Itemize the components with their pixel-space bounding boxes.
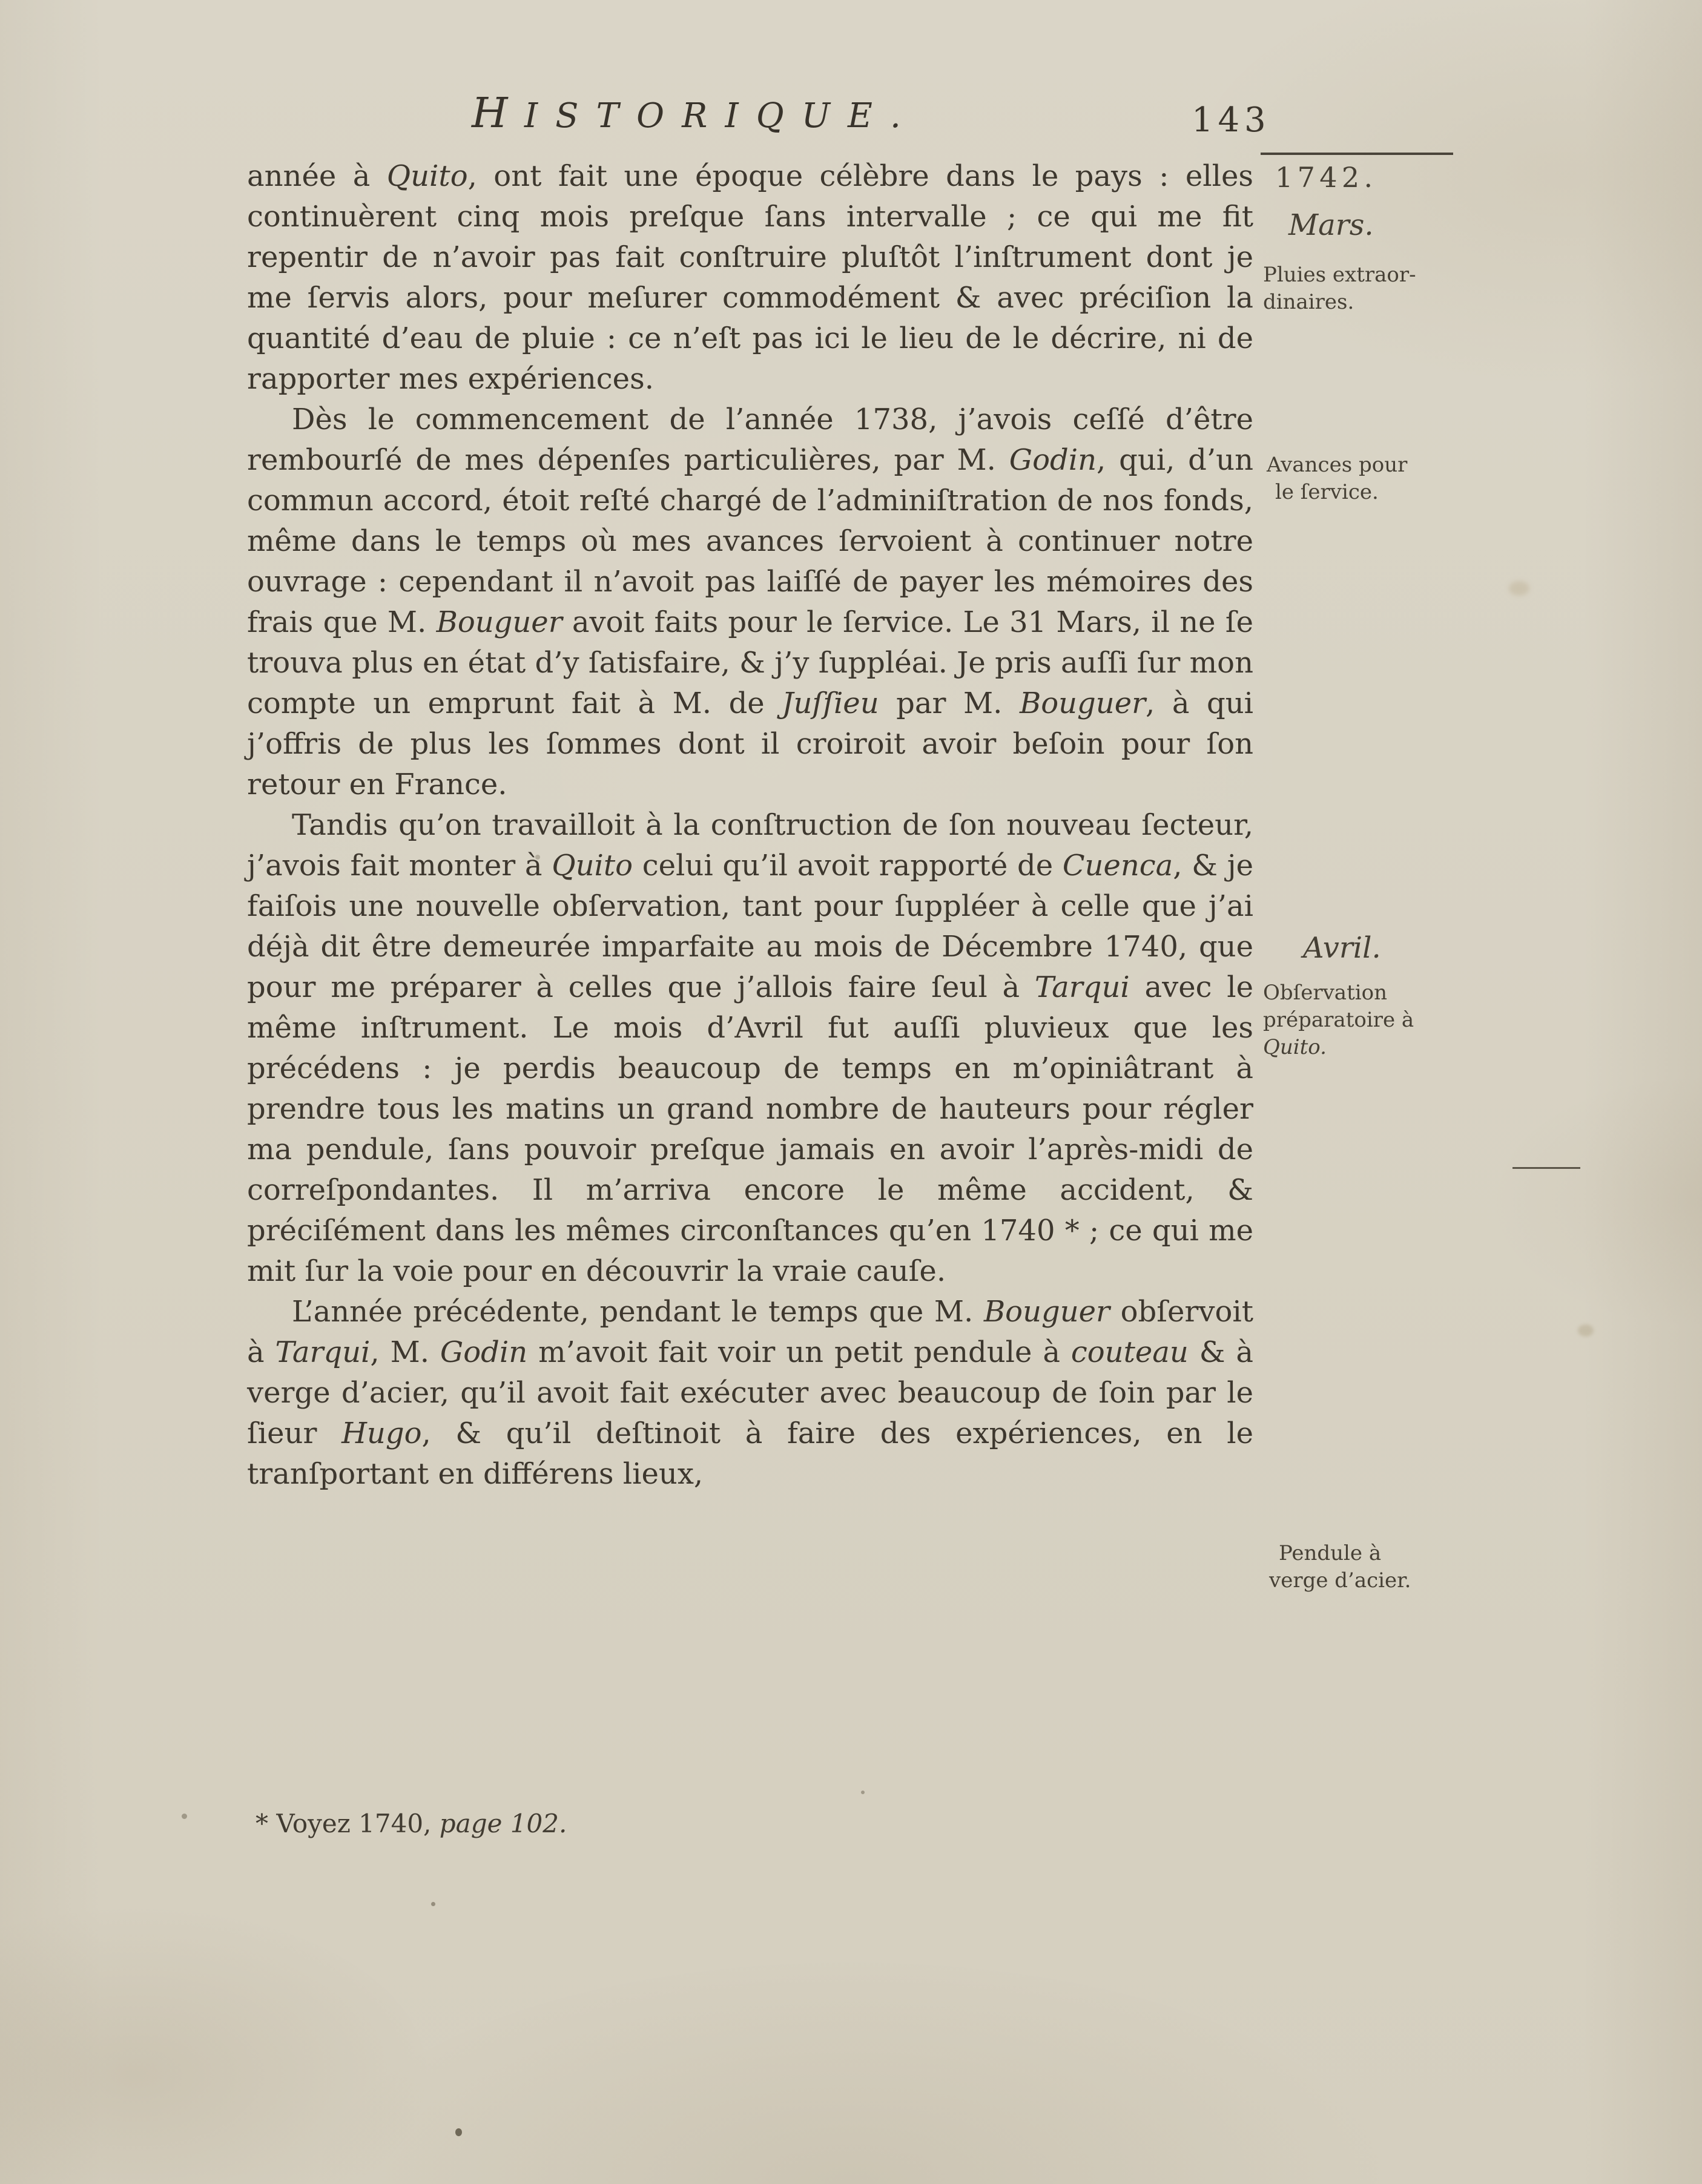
- margin-note-line: le ſervice.: [1275, 480, 1379, 504]
- text-segment: Hugo: [341, 1416, 422, 1450]
- text-segment: celui qu’il avoit rapporté de: [633, 849, 1063, 883]
- margin-note-line: Avances pour: [1267, 453, 1408, 477]
- margin-note-line: préparatoire à: [1263, 1008, 1414, 1032]
- margin-note-pendulum: [1269, 1540, 1411, 1594]
- text-segment: Quito: [552, 849, 633, 883]
- text-segment: Bouguer: [1019, 686, 1146, 720]
- paper-speck: [861, 1791, 865, 1794]
- running-head: [247, 90, 1143, 137]
- paragraph-2: [247, 400, 1253, 805]
- text-segment: Tarqui: [275, 1335, 371, 1369]
- paper-speck: [455, 2128, 462, 2136]
- footnote: [256, 1809, 1103, 1838]
- text-segment: obſervoit à: [247, 1295, 1253, 1369]
- text-segment: , M.: [370, 1335, 440, 1369]
- text-segment: Quito: [386, 159, 468, 193]
- text-segment: Bouguer: [436, 605, 562, 639]
- text-segment: , & je faiſois une nouvelle obſervation, tant pour ſuppléer à celle que j’ai déjà dit être demeurée imparfaite au mois de Décembre 1740, que pour me préparer à celles que j’allois faire ſeul à: [247, 849, 1253, 1004]
- margin-note-year: 1742.: [1275, 161, 1377, 194]
- text-segment: , ont fait une époque célèbre dans le pays : elles continuèrent cinq mois preſque ſans intervalle ; ce qui me fit repentir de n’avoir pas fait conſtruire pluſtôt l’inſtrument dont je me ſervis alors, pour meſurer commodément & avec préciſion la quantité d’eau de pluie : ce n’eſt pas ici le lieu de le décrire, ni de rapporter mes expériences.: [247, 159, 1253, 396]
- text-segment: Tarqui: [1034, 970, 1130, 1004]
- paragraph-4: [247, 1292, 1253, 1495]
- margin-rule-top: [1261, 153, 1453, 155]
- text-segment: Bouguer: [983, 1295, 1110, 1329]
- text-segment: Cuenca: [1062, 849, 1173, 883]
- paragraph-3: [247, 805, 1253, 1292]
- margin-dash: [1512, 1167, 1580, 1169]
- text-segment: avoit faits pour le ſervice. Le 31 Mars, il ne ſe trouva plus en état d’y ſatisfaire, & j’y ſuppléai. Je pris auſſi ſur mon compte un emprunt fait à M. de: [247, 605, 1253, 720]
- page-number: 143: [1192, 100, 1271, 140]
- text-segment: couteau: [1070, 1335, 1189, 1369]
- margin-note-line: Pluies extraor-: [1263, 263, 1416, 287]
- text-segment: Dès le commencement de l’année 1738, j’avois ceſſé d’être rembourſé de mes dépenſes particulières, par M.: [247, 403, 1253, 477]
- page-heading: HISTORIQUE.: [472, 90, 919, 137]
- paragraph-1: [247, 156, 1253, 400]
- text-segment: * Voyez 1740,: [256, 1809, 440, 1838]
- main-text-column: [247, 156, 1253, 1495]
- paper-stain: [1578, 1324, 1594, 1337]
- margin-note-line: verge d’acier.: [1269, 1568, 1411, 1593]
- text-segment: avec le même inſtrument. Le mois d’Avril fut auſſi pluvieux que les précédens : je perdis beaucoup de temps en m’opiniâtrant à prendre tous les matins un grand nombre de hauteurs pour régler ma pendule, ſans pouvoir preſque jamais en avoir l’après-midi de correſpondantes. Il m’arriva encore le même accident, & préciſément dans les mêmes circonſtances qu’en 1740 * ; ce qui me mit ſur la voie pour en découvrir la vraie cauſe.: [247, 970, 1253, 1288]
- margin-note-line: Obſervation: [1263, 981, 1387, 1005]
- text-segment: Godin: [440, 1335, 528, 1369]
- text-segment: page 102.: [439, 1809, 567, 1838]
- text-segment: Tandis qu’on travailloit à la conſtruction de ſon nouveau ſecteur, j’avois fait monter à: [247, 808, 1253, 883]
- text-segment: par M.: [879, 686, 1020, 720]
- margin-note-month-mars: Mars.: [1288, 208, 1374, 242]
- margin-note-observation: [1263, 979, 1414, 1061]
- margin-note-month-avril: Avril.: [1303, 931, 1381, 965]
- margin-note-rains: [1263, 261, 1416, 316]
- paper-stain: [1509, 581, 1529, 596]
- text-segment: L’année précédente, pendant le temps que M.: [292, 1295, 984, 1329]
- text-segment: Juſſieu: [782, 686, 879, 720]
- paper-speck: [182, 1814, 187, 1819]
- margin-note-line: dinaires.: [1263, 290, 1354, 314]
- margin-note-advances: [1267, 452, 1407, 506]
- text-segment: , à qui j’offris de plus les ſommes dont il croiroit avoir beſoin pour ſon retour en France.: [247, 686, 1254, 801]
- margin-note-line: Quito.: [1263, 1035, 1327, 1059]
- text-segment: m’avoit fait voir un petit pendule à: [527, 1335, 1071, 1369]
- text-segment: Godin: [1009, 443, 1097, 477]
- paper-speck: [431, 1902, 435, 1906]
- text-segment: , qui, d’un commun accord, étoit reſté chargé de l’adminiſtration de nos fonds, même dans le temps où mes avances ſervoient à continuer notre ouvrage : cependant il n’avoit pas laiſſé de payer les mémoires des frais que M.: [247, 443, 1253, 639]
- margin-note-line: Pendule à: [1279, 1541, 1382, 1565]
- text-segment: , & qu’il deſtinoit à faire des expériences, en le tranſportant en différens lieux,: [247, 1416, 1254, 1491]
- text-segment: & à verge d’acier, qu’il avoit fait exécuter avec beaucoup de ſoin par le ſieur: [247, 1335, 1254, 1450]
- text-segment: année à: [247, 159, 387, 193]
